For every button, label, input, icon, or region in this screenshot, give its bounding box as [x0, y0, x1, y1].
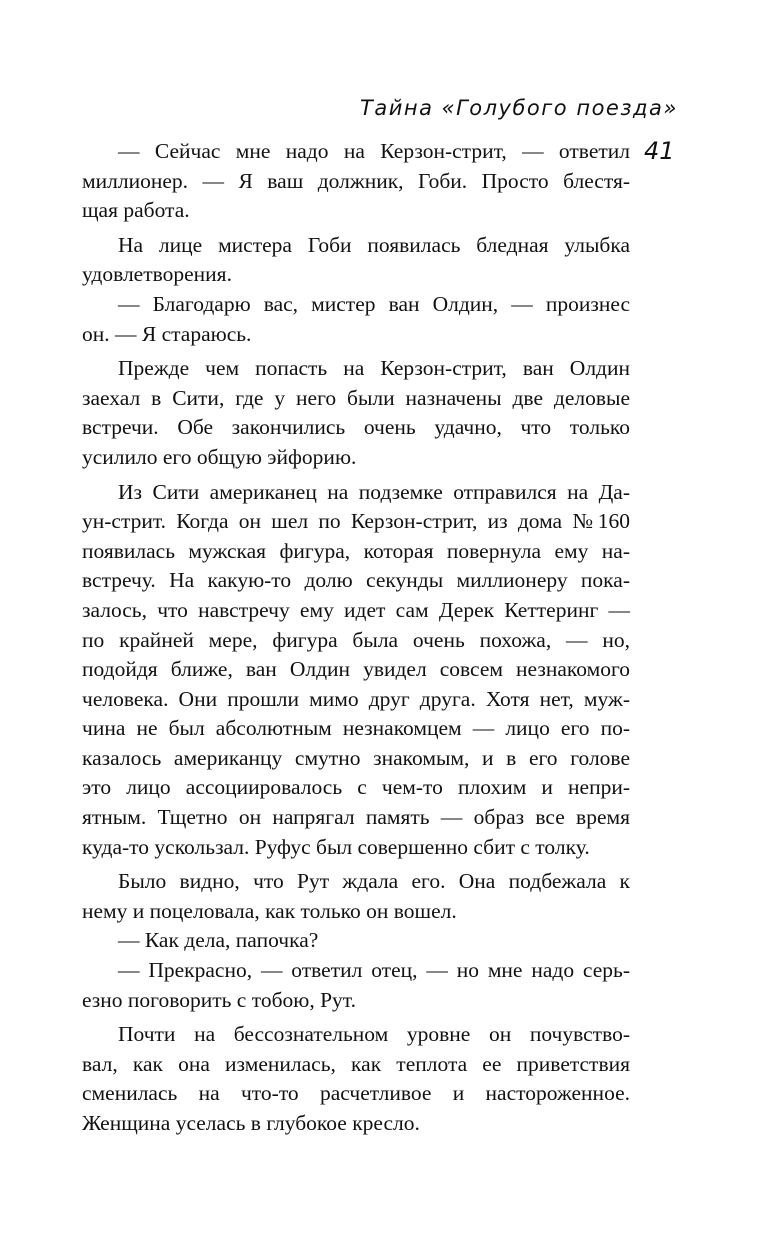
text-line: человека. Они прошли мимо друг друга. Хотя нет, муж- [82, 686, 630, 711]
text-line: удовлетворения. [82, 262, 232, 287]
text-line: езно поговорить с тобою, Рут. [82, 987, 356, 1012]
paragraph-8 [82, 956, 630, 1015]
text-line: встречи. Обе закончились очень удачно, что только [82, 415, 630, 440]
paragraph-3 [82, 290, 630, 349]
text-line: сменилась на что-то расчетливое и настороженное. [82, 1081, 630, 1106]
text-line: куда-то ускользал. Руфус был совершенно сбит с толку. [82, 834, 590, 859]
text-line: щая работа. [82, 198, 190, 223]
text-line: Было видно, что Рут ждала его. Она подбежала к [118, 869, 630, 894]
paragraph-7 [82, 926, 630, 956]
text-line: казалось американцу смутно знакомым, и в его голове [82, 745, 630, 770]
text-line: — Прекрасно, — ответил отец, — но мне надо серь- [118, 958, 630, 983]
text-line: по крайней мере, фигура была очень похожа, — но, [82, 627, 630, 652]
text-line: ятным. Тщетно он напрягал память — образ все время [82, 805, 630, 830]
text-line: — Как дела, папочка? [118, 928, 319, 953]
text-line: усилило его общую эйфорию. [82, 444, 357, 469]
text-line: заехал в Сити, где у него были назначены две деловые [82, 385, 630, 410]
paragraph-4 [82, 354, 630, 472]
text-line: На лице мистера Гоби появилась бледная улыбка [118, 232, 630, 257]
paragraph-6 [82, 867, 630, 926]
body-text [82, 137, 630, 1139]
running-header-title: Тайна «Голубого поезда» [360, 96, 678, 120]
page-number: 41 [644, 137, 675, 165]
text-line: Прежде чем попасть на Керзон-стрит, ван Олдин [118, 356, 630, 381]
text-line: появилась мужская фигура, которая повернула ему на- [82, 538, 630, 563]
paragraph-2 [82, 231, 630, 290]
text-line: залось, что навстречу ему идет сам Дерек Кеттеринг — [82, 597, 630, 622]
text-line: Из Сити американец на подземке отправился на Да- [118, 479, 630, 504]
text-line: миллионер. — Я ваш должник, Гоби. Просто блестя- [82, 168, 630, 193]
paragraph-5 [82, 478, 630, 863]
text-line: подойдя ближе, ван Олдин увидел совсем незнакомого [82, 657, 630, 682]
text-line: это лицо ассоциировалось с чем-то плохим и непри- [82, 775, 630, 800]
text-line: Почти на бессознательном уровне он почувство- [118, 1022, 630, 1047]
text-line: — Сейчас мне надо на Керзон-стрит, — ответил [118, 139, 630, 163]
text-line: встречу. На какую-то долю секунды миллионеру пока- [82, 568, 630, 593]
text-line: — Благодарю вас, мистер ван Олдин, — произнес [118, 291, 630, 316]
text-line: вал, как она изменилась, как теплота ее приветствия [82, 1051, 630, 1076]
paragraph-9 [82, 1020, 630, 1138]
paragraph-1 [82, 137, 630, 226]
text-line: Женщина уселась в глубокое кресло. [82, 1111, 420, 1135]
text-line: нему и поцеловала, как только он вошел. [82, 898, 457, 923]
text-line: он. — Я стараюсь. [82, 321, 252, 346]
text-line: ун-стрит. Когда он шел по Керзон-стрит, из дома №160 [82, 509, 630, 534]
text-line: чина не был абсолютным незнакомцем — лицо его по- [82, 716, 630, 741]
